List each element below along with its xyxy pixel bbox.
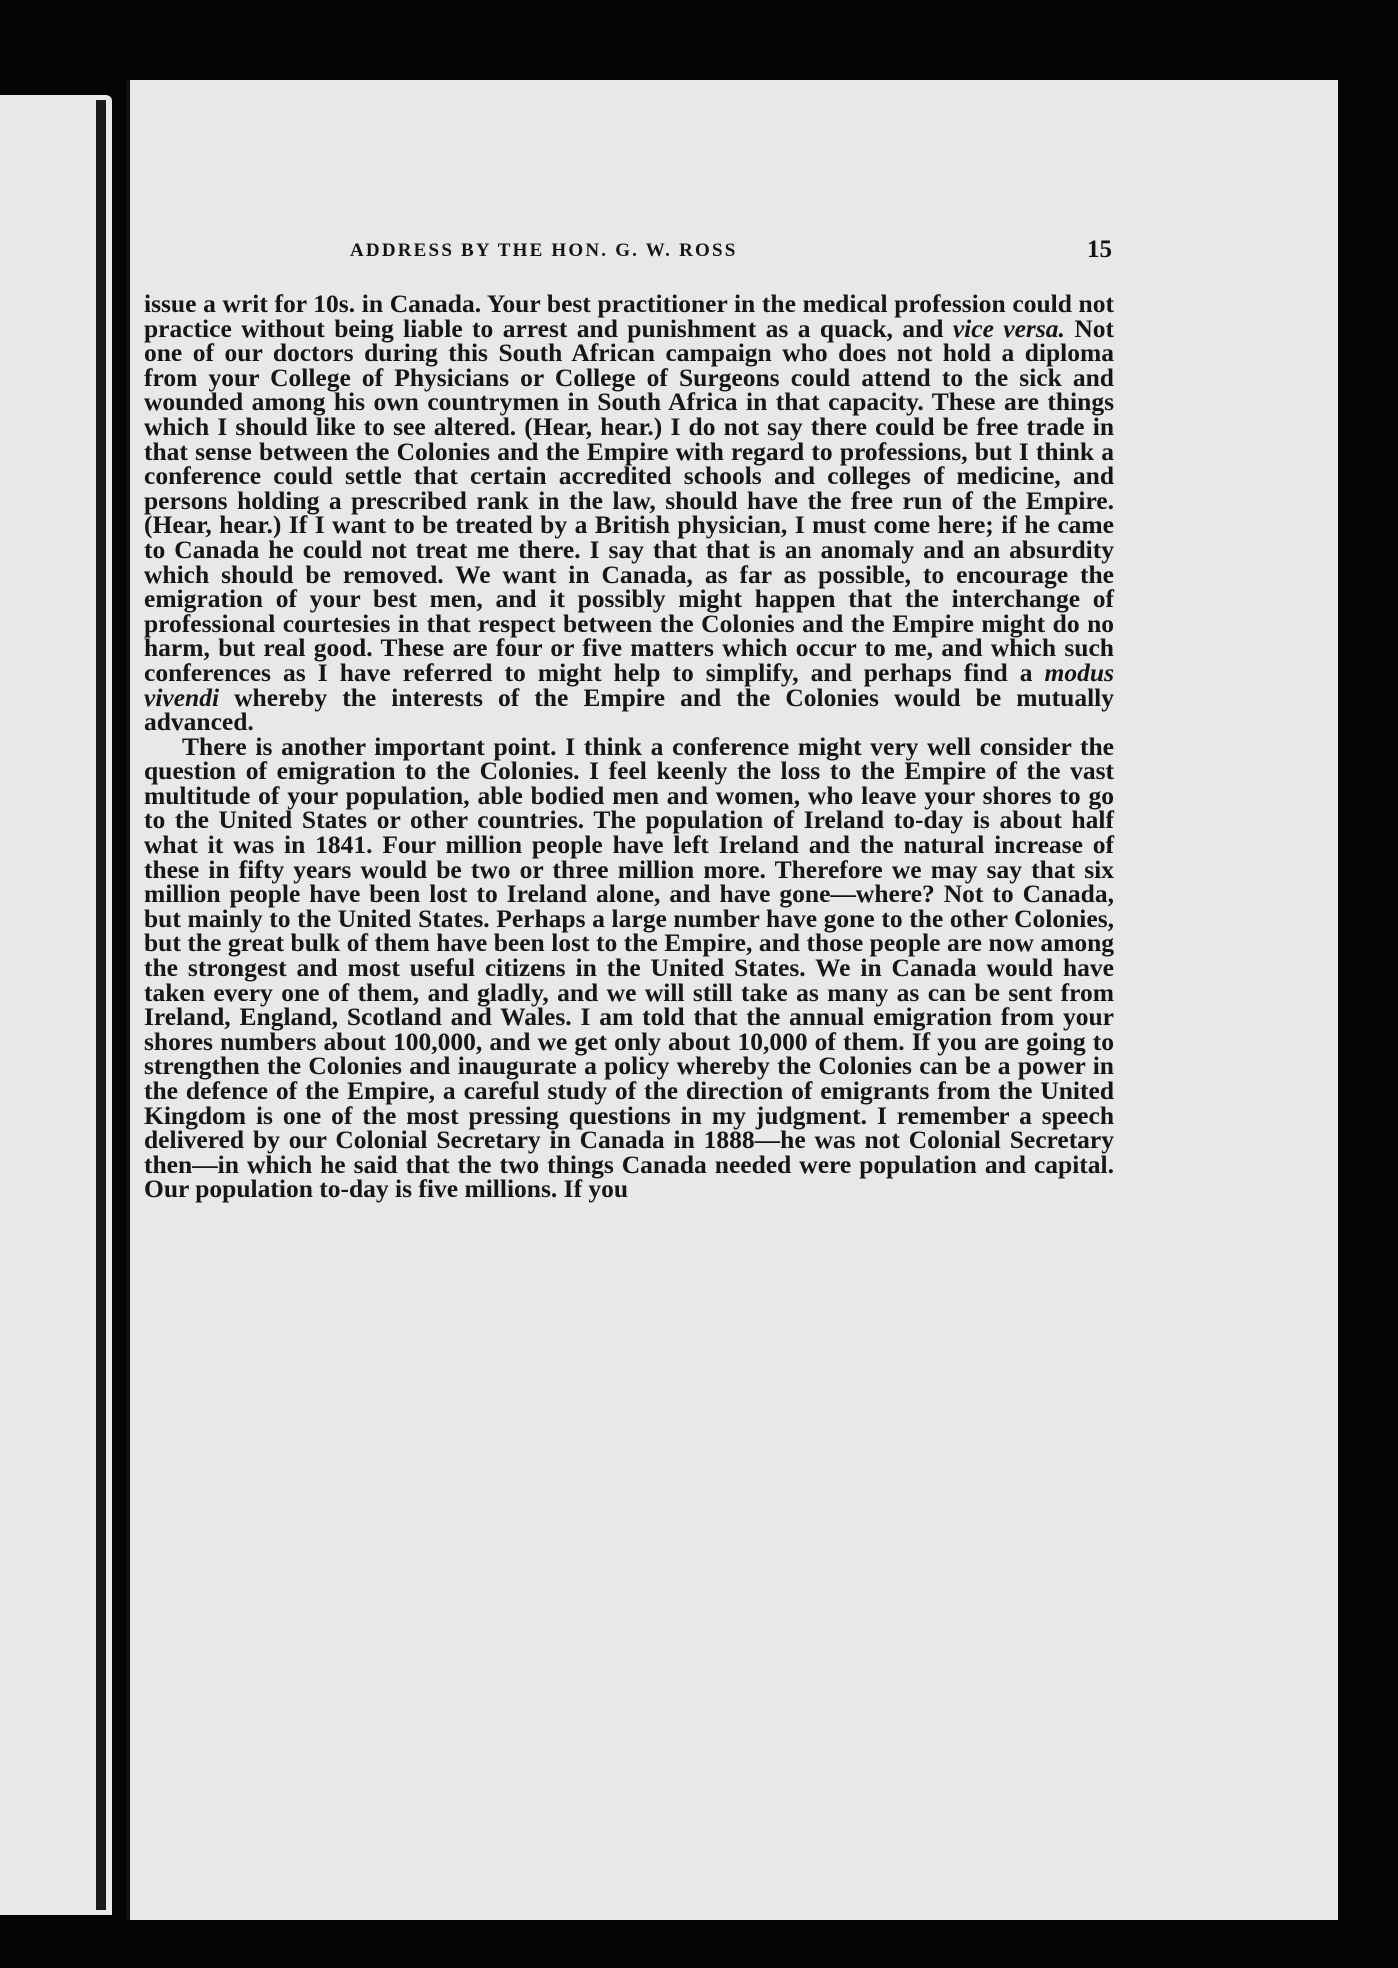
- body-text: [144, 289, 1114, 1204]
- text-segment: There is another important point. I think a conference might very well consider the question of emigration to the Colonies. I feel keenly the loss to the Empire of the vast multitude of your population, able bodied men and women, who leave your shores to go to the United States or other countries. The population of Ireland to-day is about half what it was in 1841. Four million people have left Ireland and the natural increase of these in fifty years would be two or three million more. Therefore we may say that six million people have been lost to Ireland alone, and have gone—where? Not to Canada, but mainly to the United States. Perhaps a large number have gone to the other Colonies, but the great bulk of them have been lost to the Empire, and those people are now among the strongest and most useful citizens in the United States. We in Canada would have taken every one of them, and gladly, and we will still take as many as can be sent from Ireland, England, Scotland and Wales. I am told that the annual emigration from your shores numbers about 100,000, and we get only about 10,000 of them. If you are going to strengthen the Colonies and inaugurate a policy whereby the Colonies can be a power in the defence of the Empire, a careful study of the direction of emigrants from the United Kingdom is one of the most pressing questions in my judgment. I remember a speech delivered by our Colonial Secretary in Canada in 1888—he was not Colonial Secretary then—in which he said that the two things Canada needed were population and capital. Our population to-day is five millions. If you: [144, 731, 1114, 1204]
- italic-phrase-modus-vivendi: modus vivendi: [144, 657, 1114, 712]
- paragraph-2: [144, 731, 1114, 1204]
- paragraph-1: [144, 289, 1114, 737]
- running-head: ADDRESS BY THE HON. G. W. ROSS: [350, 240, 738, 261]
- page-header: [350, 236, 1112, 280]
- page-number: 15: [1087, 236, 1112, 263]
- text-segment: issue a writ for 10s. in Canada. Your best practitioner in the medical profession could not practice without being liable to arrest and punishment as a quack, and: [144, 289, 1114, 343]
- text-segment: Not one of our doctors during this South African campaign who does not hold a diploma from your College of Physicians or College of Surgeons could attend to the sick and wounded among his own countrymen in South Africa in that capacity. These are things which I should like to see altered. (Hear, hear.) I do not say there could be free trade in that sense between the Colonies and the Empire with regard to professions, but I think a conference could settle that certain accredited schools and colleges of medicine, and persons holding a prescribed rank in the law, should have the free run of the Empire. (Hear, hear.) If I want to be treated by a British physician, I must come here; if he came to Canada he could not treat me there. I say that that is an anomaly and an absurdity which should be removed. We want in Canada, as far as possible, to encourage the emigration of your best men, and it possibly might happen that the interchange of professional courtesies in that respect between the Colonies and the Empire might do no harm, but real good. These are four or five matters which occur to me, and which such conferences as I have referred to might help to simplify, and perhaps find a: [144, 313, 1114, 687]
- text-segment: whereby the interests of the Empire and the Colonies would be mutually advanced.: [144, 682, 1114, 737]
- italic-phrase-vice-versa: vice versa.: [952, 313, 1065, 343]
- book-gutter: [96, 100, 106, 1910]
